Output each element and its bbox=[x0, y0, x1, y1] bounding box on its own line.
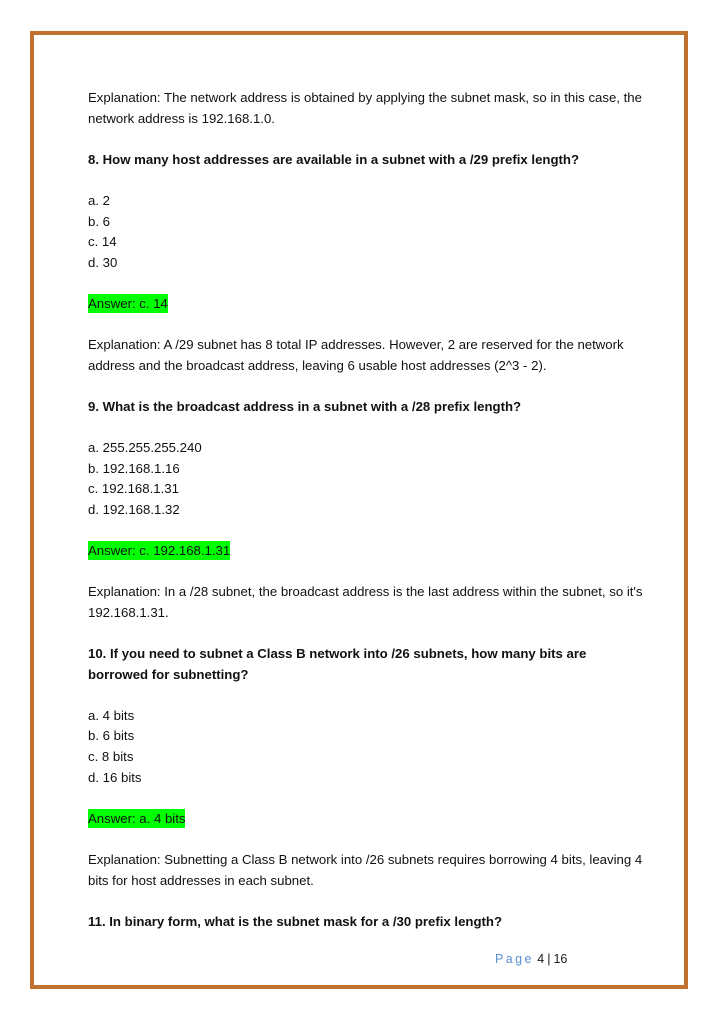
q9-explanation: Explanation: In a /28 subnet, the broadcast address is the last address within the subnet, so it's 192.168.1.31. bbox=[88, 584, 643, 620]
footer-current-page: 4 bbox=[537, 952, 545, 966]
q10-options bbox=[88, 706, 648, 788]
q9-option-c: c. 192.168.1.31 bbox=[88, 481, 179, 497]
q9-question: 9. What is the broadcast address in a subnet with a /28 prefix length? bbox=[88, 398, 522, 414]
q9-options bbox=[88, 438, 648, 520]
page-footer bbox=[495, 952, 567, 966]
q8-option-d: d. 30 bbox=[88, 254, 118, 270]
q8-option-a: a. 2 bbox=[88, 192, 110, 208]
footer-separator: | bbox=[547, 952, 551, 966]
q9-option-a: a. 255.255.255.240 bbox=[88, 440, 202, 456]
q8-explanation: Explanation: A /29 subnet has 8 total IP addresses. However, 2 are reserved for the network address and the broadcast address, leaving 6 usable host addresses (2^3 - 2). bbox=[88, 337, 624, 373]
q8-option-b: b. 6 bbox=[88, 213, 110, 229]
q10-option-a: a. 4 bits bbox=[88, 707, 135, 723]
q8-answer: Answer: c. 14 bbox=[88, 295, 168, 311]
footer-total-pages: 16 bbox=[553, 952, 568, 966]
q8-question: 8. How many host addresses are available in a subnet with a /29 prefix length? bbox=[88, 151, 580, 167]
q8-options bbox=[88, 191, 648, 273]
q11-question: 11. In binary form, what is the subnet mask for a /30 prefix length? bbox=[88, 913, 503, 929]
q7-explanation: Explanation: The network address is obtained by applying the subnet mask, so in this case, the network address is 192.168.1.0. bbox=[88, 90, 642, 126]
q10-option-b: b. 6 bits bbox=[88, 728, 135, 744]
page-content bbox=[88, 88, 648, 932]
q9-answer: Answer: c. 192.168.1.31 bbox=[88, 543, 231, 559]
q10-explanation: Explanation: Subnetting a Class B network into /26 subnets requires borrowing 4 bits, leaving 4 bits for host addresses in each subnet. bbox=[88, 851, 643, 888]
footer-page-word: Page bbox=[495, 952, 534, 966]
q8-option-c: c. 14 bbox=[88, 234, 117, 250]
q10-answer: Answer: a. 4 bits bbox=[88, 810, 186, 826]
q9-option-b: b. 192.168.1.16 bbox=[88, 460, 180, 476]
q10-option-c: c. 8 bits bbox=[88, 749, 134, 764]
q9-option-d: d. 192.168.1.32 bbox=[88, 501, 180, 517]
q10-option-d: d. 16 bits bbox=[88, 769, 142, 785]
q10-question: 10. If you need to subnet a Class B network into /26 subnets, how many bits are borrowed for subnetting? bbox=[88, 646, 587, 682]
